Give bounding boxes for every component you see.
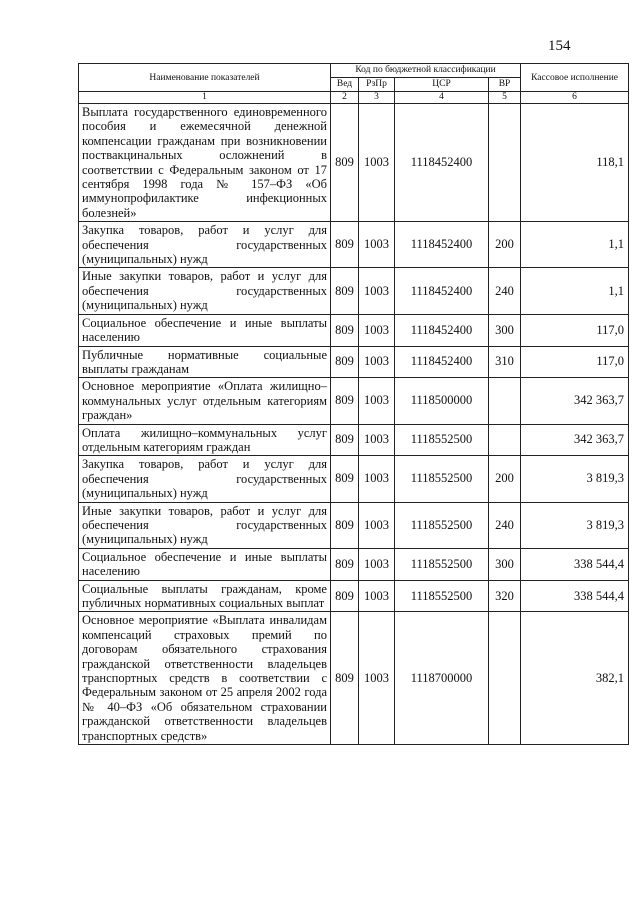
table-row	[79, 502, 629, 548]
row-name-cell: Иные закупки товаров, работ и услуг для обеспечения государственных (муниципальных) нужд	[79, 502, 331, 548]
header-execution: Кассовое исполнение	[521, 64, 629, 92]
header-vr: ВР	[489, 78, 521, 92]
row-amount-cell: 117,0	[521, 314, 629, 346]
table-row	[79, 268, 629, 314]
header-rzpr: РзПр	[359, 78, 395, 92]
row-csr-cell: 1118552500	[395, 580, 489, 612]
row-vr-cell: 240	[489, 502, 521, 548]
column-number: 1	[79, 92, 331, 104]
row-amount-cell: 3 819,3	[521, 456, 629, 502]
row-name-cell: Основное мероприятие «Выплата инвалидам компенсаций страховых премий по договорам обязательного страхования гражданской ответственности владельцев транспортных средств в соответствии с Федеральным законом от 25 апреля 2002 года № 40–ФЗ «Об обязательном страховании гражданской ответственности владельцев транспортных средств»	[79, 612, 331, 745]
page-number: 154	[548, 38, 571, 54]
row-name-cell: Выплата государственного единовременного пособия и ежемесячной денежной компенсации гражданам при возникновении поствакцинальных осложнений в соответствии с Федеральным законом от 17 сентября 1998 года № 157–ФЗ «Об иммунопрофилактике инфекционных болезней»	[79, 104, 331, 222]
row-vr-cell: 200	[489, 456, 521, 502]
table-row	[79, 456, 629, 502]
row-ved-cell: 809	[331, 346, 359, 378]
row-csr-cell: 1118700000	[395, 612, 489, 745]
row-ved-cell: 809	[331, 580, 359, 612]
row-ved-cell: 809	[331, 314, 359, 346]
row-ved-cell: 809	[331, 378, 359, 424]
row-amount-cell: 382,1	[521, 612, 629, 745]
row-amount-cell: 342 363,7	[521, 424, 629, 456]
row-rzpr-cell: 1003	[359, 612, 395, 745]
row-name-cell: Закупка товаров, работ и услуг для обеспечения государственных (муниципальных) нужд	[79, 456, 331, 502]
row-csr-cell: 1118552500	[395, 456, 489, 502]
table-row	[79, 424, 629, 456]
column-number: 3	[359, 92, 395, 104]
header-ved: Вед	[331, 78, 359, 92]
row-vr-cell: 300	[489, 314, 521, 346]
row-vr-cell	[489, 104, 521, 222]
table-row	[79, 612, 629, 745]
row-rzpr-cell: 1003	[359, 456, 395, 502]
row-amount-cell: 3 819,3	[521, 502, 629, 548]
budget-table	[78, 63, 629, 745]
table-row	[79, 222, 629, 268]
row-amount-cell: 1,1	[521, 268, 629, 314]
row-rzpr-cell: 1003	[359, 314, 395, 346]
table-row	[79, 314, 629, 346]
column-number: 2	[331, 92, 359, 104]
row-csr-cell: 1118552500	[395, 424, 489, 456]
row-rzpr-cell: 1003	[359, 268, 395, 314]
row-amount-cell: 338 544,4	[521, 580, 629, 612]
row-vr-cell: 240	[489, 268, 521, 314]
row-ved-cell: 809	[331, 612, 359, 745]
row-csr-cell: 1118452400	[395, 314, 489, 346]
row-csr-cell: 1118452400	[395, 104, 489, 222]
row-rzpr-cell: 1003	[359, 346, 395, 378]
row-name-cell: Оплата жилищно–коммунальных услуг отдельным категориям граждан	[79, 424, 331, 456]
row-csr-cell: 1118500000	[395, 378, 489, 424]
row-csr-cell: 1118452400	[395, 222, 489, 268]
column-number: 6	[521, 92, 629, 104]
column-number: 4	[395, 92, 489, 104]
row-amount-cell: 342 363,7	[521, 378, 629, 424]
row-ved-cell: 809	[331, 424, 359, 456]
table-row	[79, 548, 629, 580]
row-ved-cell: 809	[331, 268, 359, 314]
row-ved-cell: 809	[331, 222, 359, 268]
row-vr-cell: 300	[489, 548, 521, 580]
row-name-cell: Основное мероприятие «Оплата жилищно–коммунальных услуг отдельным категориям граждан»	[79, 378, 331, 424]
header-row-top	[79, 64, 629, 78]
row-vr-cell: 310	[489, 346, 521, 378]
header-classification: Код по бюджетной классификации	[331, 64, 521, 78]
row-name-cell: Социальное обеспечение и иные выплаты населению	[79, 548, 331, 580]
row-amount-cell: 118,1	[521, 104, 629, 222]
row-amount-cell: 117,0	[521, 346, 629, 378]
row-ved-cell: 809	[331, 456, 359, 502]
table-row	[79, 580, 629, 612]
row-amount-cell: 1,1	[521, 222, 629, 268]
column-number-row	[79, 92, 629, 104]
header-csr: ЦСР	[395, 78, 489, 92]
row-vr-cell: 200	[489, 222, 521, 268]
row-rzpr-cell: 1003	[359, 222, 395, 268]
row-ved-cell: 809	[331, 548, 359, 580]
row-csr-cell: 1118452400	[395, 268, 489, 314]
table-row	[79, 346, 629, 378]
row-vr-cell: 320	[489, 580, 521, 612]
row-vr-cell	[489, 424, 521, 456]
row-csr-cell: 1118552500	[395, 502, 489, 548]
table-row	[79, 378, 629, 424]
row-amount-cell: 338 544,4	[521, 548, 629, 580]
header-name: Наименование показателей	[79, 64, 331, 92]
row-name-cell: Закупка товаров, работ и услуг для обеспечения государственных (муниципальных) нужд	[79, 222, 331, 268]
row-rzpr-cell: 1003	[359, 104, 395, 222]
row-rzpr-cell: 1003	[359, 378, 395, 424]
column-number: 5	[489, 92, 521, 104]
table-row	[79, 104, 629, 222]
row-name-cell: Социальное обеспечение и иные выплаты населению	[79, 314, 331, 346]
row-rzpr-cell: 1003	[359, 580, 395, 612]
row-name-cell: Социальные выплаты гражданам, кроме публичных нормативных социальных выплат	[79, 580, 331, 612]
row-vr-cell	[489, 612, 521, 745]
row-ved-cell: 809	[331, 104, 359, 222]
row-rzpr-cell: 1003	[359, 424, 395, 456]
row-ved-cell: 809	[331, 502, 359, 548]
row-csr-cell: 1118552500	[395, 548, 489, 580]
row-rzpr-cell: 1003	[359, 548, 395, 580]
row-vr-cell	[489, 378, 521, 424]
row-name-cell: Публичные нормативные социальные выплаты гражданам	[79, 346, 331, 378]
row-rzpr-cell: 1003	[359, 502, 395, 548]
row-csr-cell: 1118452400	[395, 346, 489, 378]
row-name-cell: Иные закупки товаров, работ и услуг для обеспечения государственных (муниципальных) нужд	[79, 268, 331, 314]
